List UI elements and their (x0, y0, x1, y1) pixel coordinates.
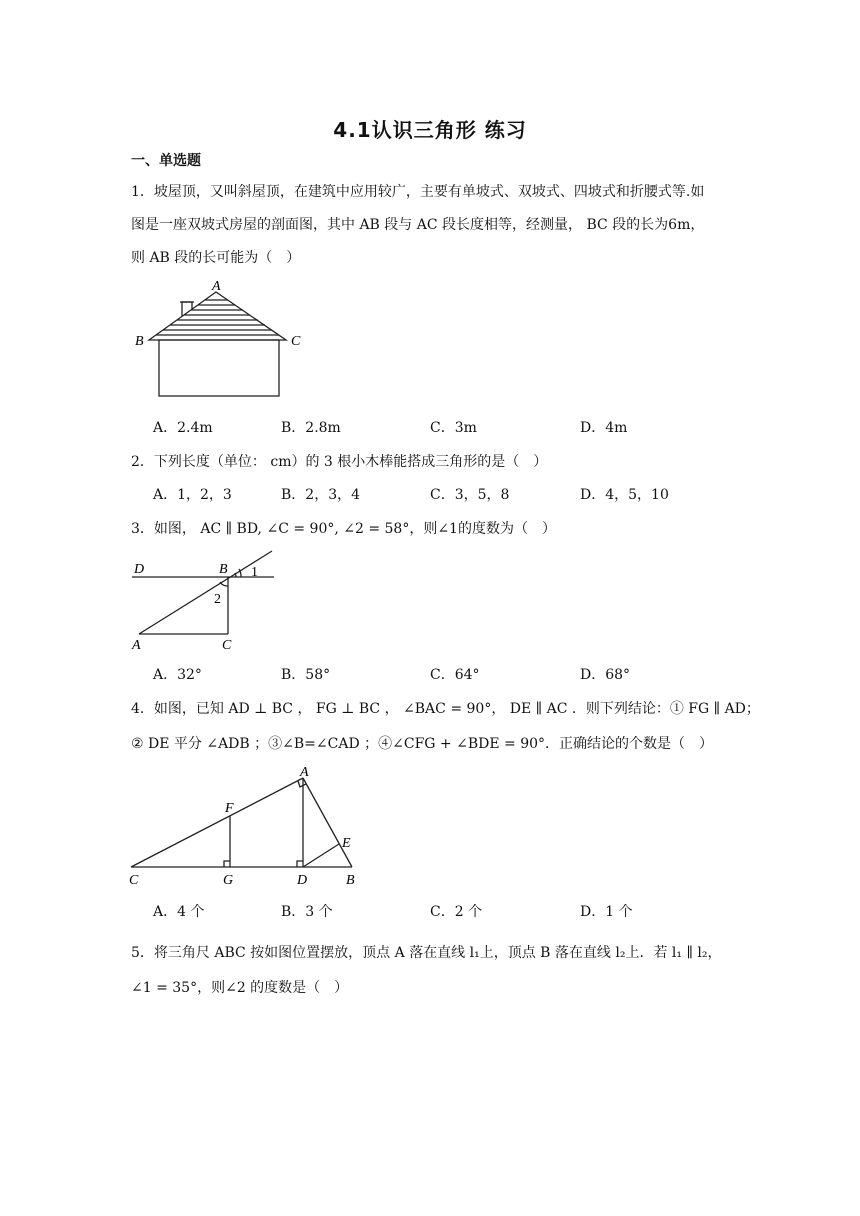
q3-label-angle-1: 1 (251, 565, 258, 580)
q4-line-1: 4．如图，已知 AD ⊥ BC ， FG ⊥ BC ， ∠BAC = 90°， DE ∥ AC ．则下列结论：① FG ∥ AD； (131, 701, 760, 717)
q4-option-d[interactable]: D．1 个 (580, 904, 633, 920)
section-heading: 一、单选题 (131, 153, 201, 169)
q3-option-a[interactable]: A．32° (153, 667, 202, 683)
q5-line-2: ∠1 = 35°，则∠2 的度数是（ ） (131, 980, 349, 996)
q4-label-g: G (223, 873, 234, 888)
q4-label-a: A (300, 765, 309, 780)
q4-option-c[interactable]: C．2 个 (430, 904, 483, 920)
q1-option-b[interactable]: B．2.8m (281, 420, 341, 436)
q3-figure (128, 546, 280, 652)
q5-line-1: 5．将三角尺 ABC 按如图位置摆放，顶点 A 落在直线 l₁上，顶点 B 落在直线 l₂上．若 l₁ ∥ l₂， (131, 945, 722, 961)
q3-line: 3．如图， AC ∥ BD, ∠C = 90°, ∠2 = 58°，则∠1的度数为（ ） (131, 521, 556, 537)
q2-line: 2．下列长度（单位： cm）的 3 根小木棒能搭成三角形的是（ ） (131, 454, 548, 470)
q4-label-d: D (297, 873, 308, 888)
q1-option-a[interactable]: A．2.4m (153, 420, 213, 436)
page-title: 4.1认识三角形 练习 (333, 118, 527, 142)
q3-option-d[interactable]: D．68° (580, 667, 631, 683)
q1-line-2: 图是一座双坡式房屋的剖面图，其中 AB 段与 AC 段长度相等，经测量， BC 段的长为6m， (131, 217, 705, 233)
q3-label-d: D (134, 562, 145, 577)
q4-label-b: B (346, 873, 355, 888)
q1-label-c: C (291, 334, 301, 349)
q1-label-b: B (135, 334, 144, 349)
q1-line-1: 1．坡屋顶，又叫斜屋顶，在建筑中应用较广，主要有单坡式、双坡式、四坡式和折腰式等.如 (131, 184, 705, 200)
q2-option-a[interactable]: A．1，2，3 (153, 487, 232, 503)
q3-option-b[interactable]: B．58° (281, 667, 331, 683)
house-figure (128, 276, 318, 400)
q3-label-angle-2: 2 (214, 592, 221, 607)
q4-figure (126, 760, 366, 888)
q4-label-c: C (129, 873, 139, 888)
q4-line-2: ② DE 平分 ∠ADB ；③∠B=∠CAD ；④∠CFG + ∠BDE = 90°．正确结论的个数是（ ） (131, 736, 714, 752)
q3-option-c[interactable]: C．64° (430, 667, 480, 683)
q1-option-c[interactable]: C．3m (430, 420, 477, 436)
q2-option-d[interactable]: D．4，5，10 (580, 487, 669, 503)
q4-option-b[interactable]: B．3 个 (281, 904, 333, 920)
q4-label-f: F (225, 801, 234, 816)
q1-option-d[interactable]: D．4m (580, 420, 628, 436)
q2-option-b[interactable]: B．2，3，4 (281, 487, 361, 503)
q3-label-c: C (222, 638, 232, 652)
q4-option-a[interactable]: A．4 个 (153, 904, 205, 920)
q3-label-a: A (132, 638, 141, 652)
q1-label-a: A (212, 279, 221, 294)
q3-label-b: B (219, 562, 228, 577)
q1-line-3: 则 AB 段的长可能为（ ） (131, 250, 301, 266)
q2-option-c[interactable]: C．3，5，8 (430, 487, 510, 503)
q4-label-e: E (342, 836, 351, 851)
